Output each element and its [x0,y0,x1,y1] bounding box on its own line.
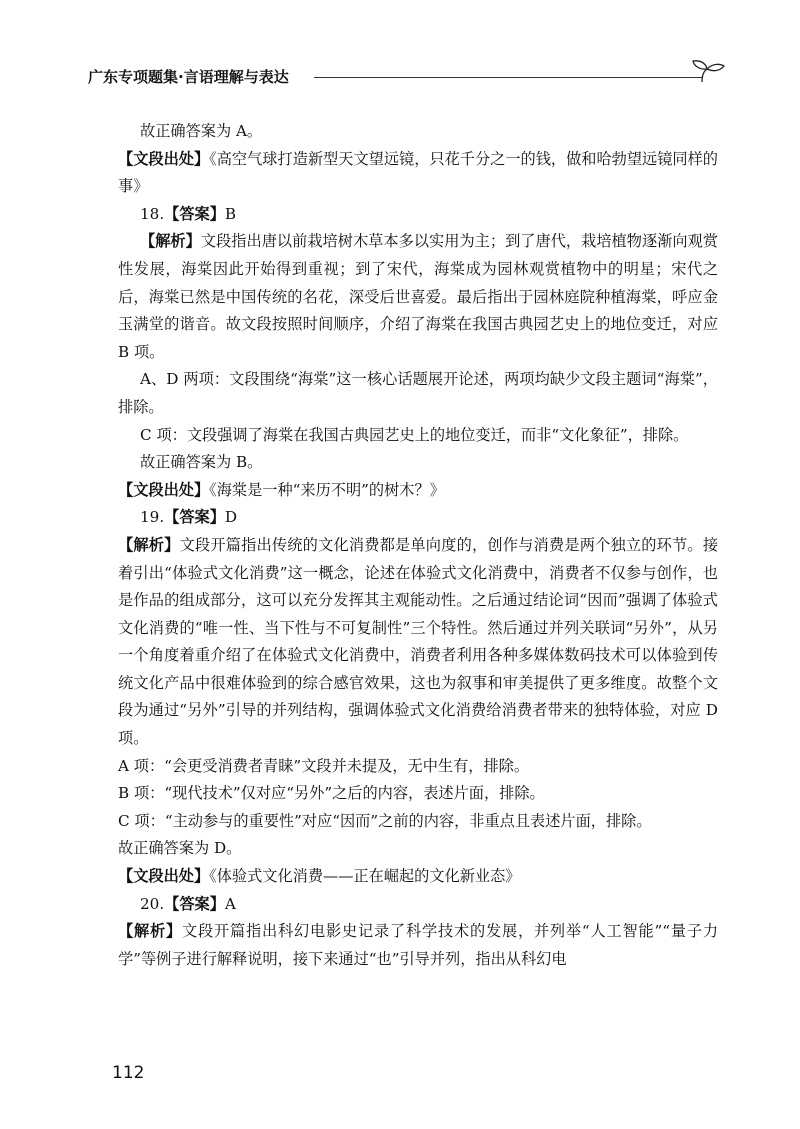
running-header [88,58,728,94]
source-label: 【文段出处】 [118,149,210,168]
page-number: 112 [112,1063,145,1083]
source-label: 【文段出处】 [118,867,210,886]
question-number: 19. [140,508,165,527]
analysis-text: 文段开篇指出科幻电影史记录了科学技术的发展，并列举“人工智能”“量子力学”等例子进行解释说明，接下来通过“也”引导并列，指出从科幻电 [118,922,719,968]
source-label: 【文段出处】 [118,480,210,499]
question-18-analysis [118,228,718,366]
source-title: 《海棠是一种“来历不明”的树木？》 [209,480,445,499]
answer-explanations [118,118,718,973]
answer-letter: B [224,204,237,223]
source-note [118,863,718,891]
question-19-analysis [118,532,718,753]
analysis-text: 文段指出唐以前栽培树木草本多以实用为主；到了唐代，栽培植物逐渐向观赏性发展，海棠因此开始得到重视；到了宋代，海棠成为园林观赏植物中的明星；宋代之后，海棠已然是中国传统的名花，深受后世喜爱。最后指出于园林庭院种植海棠，呼应金玉满堂的谐音。故文段按照时间顺序，介绍了海棠在我国古典园艺史上的地位变迁，对应 B 项。 [118,232,719,361]
answer-label: 【答案】 [164,508,225,527]
analysis-label: 【解析】 [118,922,182,941]
option-analysis: A、D 两项：文段围绕“海棠”这一核心话题展开论述，两项均缺少文段主题词“海棠”，排除。 [118,370,718,416]
option-analysis: B 项：“现代技术”仅对应“另外”之后的内容，表述片面，排除。 [118,784,545,803]
conclusion-line: 故正确答案为 B。 [140,453,263,472]
question-18-answer [118,201,718,229]
answer-letter: A [224,894,236,913]
header-rule [314,77,702,78]
source-note [118,146,718,201]
conclusion-line: 故正确答案为 A。 [140,122,263,140]
question-20-analysis [118,918,718,973]
option-analysis: C 项：文段强调了海棠在我国古典园艺史上的地位变迁，而非“文化象征”，排除。 [140,425,689,444]
question-number: 18. [140,204,165,223]
source-title: 《高空气球打造新型天文望远镜，只花千分之一的钱，做和哈勃望远镜同样的事》 [118,149,718,196]
source-title: 《体验式文化消费——正在崛起的文化新业态》 [209,867,521,886]
option-analysis: C 项：“主动参与的重要性”对应“因而”之前的内容，非重点且表述片面，排除。 [118,811,652,830]
source-note [118,477,718,505]
question-20-answer [118,891,718,919]
analysis-text: 文段开篇指出传统的文化消费都是单向度的，创作与消费是两个独立的环节。接着引出“体验式文化消费”这一概念，论述在体验式文化消费中，消费者不仅参与创作，也是作品的组成部分，这可以充分发挥其主观能动性。之后通过结论词“因而”强调了体验式文化消费的“唯一性、当下性与不可复制性”三个特性。然后通过并列关联词“另外”，从另一个角度着重介绍了在体验式文化消费中，消费者利用各种多媒体数码技术可以体验到传统文化产品中很难体验到的综合感官效果，这也为叙事和审美提供了更多维度。故整个文段为通过“另外”引导的并列结构，强调体验式文化消费给消费者带来的独特体验，对应 D 项。 [118,535,719,748]
analysis-label: 【解析】 [118,535,180,554]
answer-letter: D [224,508,238,527]
option-analysis: A 项：“会更受消费者青睐”文段并未提及，无中生有，排除。 [118,756,530,775]
analysis-label: 【解析】 [140,232,201,251]
answer-label: 【答案】 [164,204,225,223]
question-number: 20. [140,894,165,913]
header-title: 广东专项题集·言语理解与表达 [88,68,289,86]
conclusion-line: 故正确答案为 D。 [118,839,242,858]
sprout-leaf-icon [688,58,728,88]
answer-label: 【答案】 [164,894,225,913]
question-19-answer [118,504,718,532]
